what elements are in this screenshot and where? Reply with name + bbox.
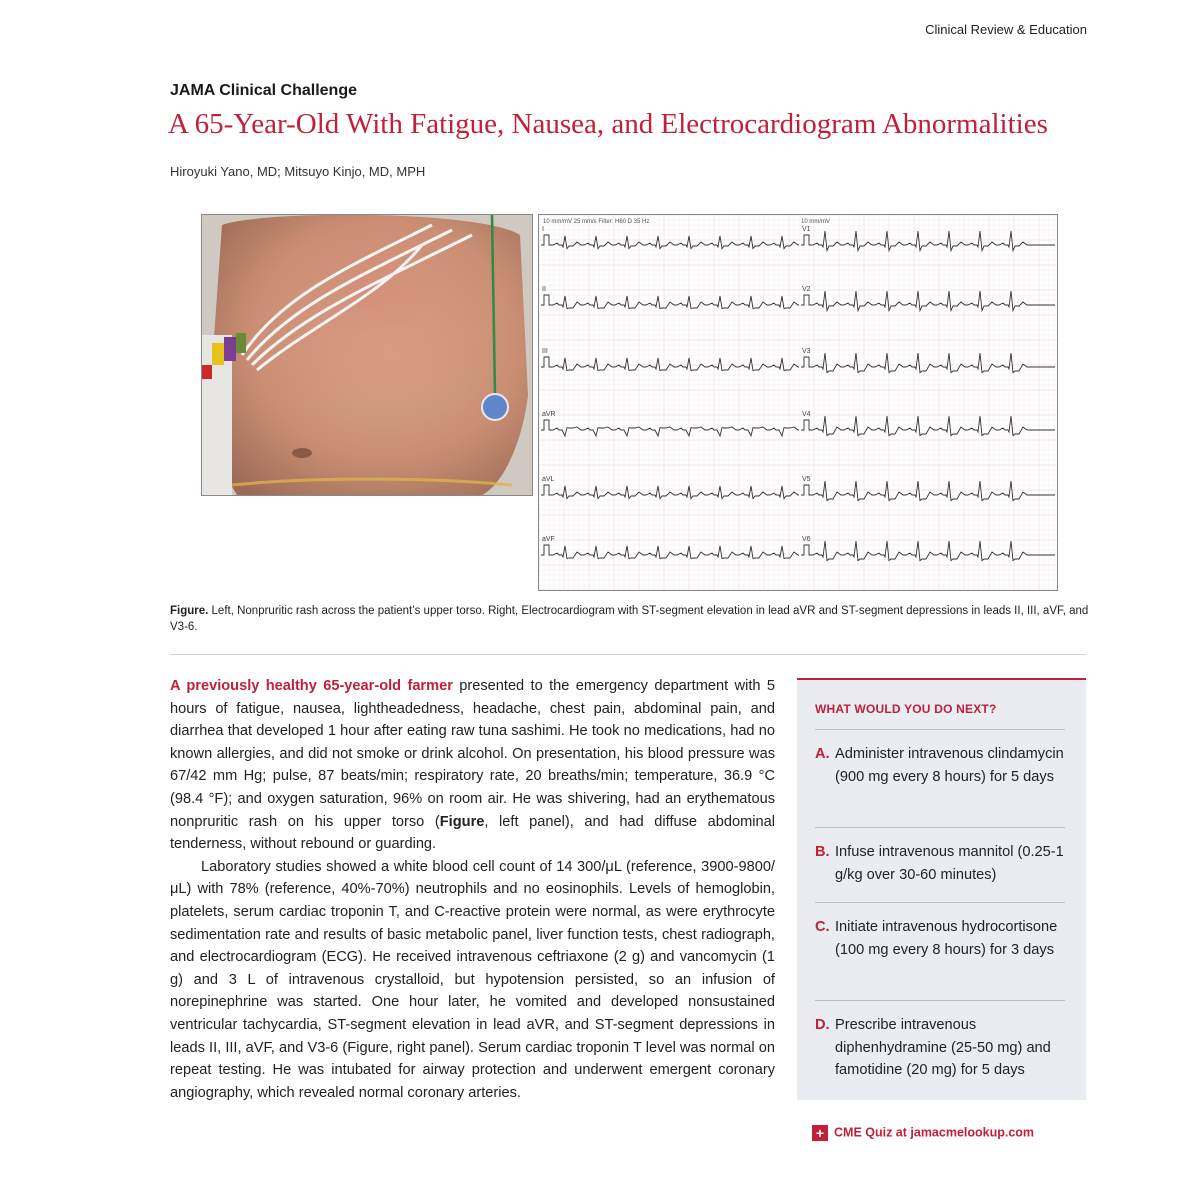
quiz-divider bbox=[815, 729, 1065, 730]
ecg-lead-label: V6 bbox=[802, 536, 811, 543]
quiz-divider bbox=[815, 902, 1065, 903]
section-divider bbox=[170, 654, 1086, 655]
ecg-lead-label: I bbox=[542, 226, 544, 233]
ecg-trace-i bbox=[541, 235, 799, 249]
option-letter: D. bbox=[815, 1017, 830, 1033]
ecg-lead-label: aVF bbox=[542, 536, 555, 543]
option-letter: B. bbox=[815, 844, 830, 860]
option-letter: A. bbox=[815, 746, 830, 762]
ecg-tracing bbox=[539, 215, 1057, 590]
cme-text: CME Quiz at jamacmelookup.com bbox=[834, 1125, 1035, 1140]
article-authors: Hiroyuki Yano, MD; Mitsuyo Kinjo, MD, MPH bbox=[170, 164, 426, 179]
ecg-lead-label: V5 bbox=[802, 476, 811, 483]
figure-caption bbox=[170, 603, 1090, 635]
case-text bbox=[170, 675, 775, 1104]
torso-photo-illustration bbox=[202, 215, 532, 495]
option-text: Infuse intravenous mannitol (0.25-1 g/kg over 30-60 minutes) bbox=[835, 844, 1064, 883]
plus-icon: + bbox=[812, 1125, 828, 1141]
ecg-trace-avr bbox=[541, 420, 799, 436]
quiz-option-a[interactable] bbox=[815, 743, 1075, 788]
option-text: Administer intravenous clindamycin (900 mg every 8 hours) for 5 days bbox=[835, 746, 1064, 785]
quiz-option-b[interactable] bbox=[815, 841, 1075, 886]
case-text-1a: presented to the emergency department with 5 hours of fatigue, nausea, lightheadedness, headache, chest pain, abdominal pain, and diarrhea that developed 1 hour after eating raw tuna sashimi. He took no medications, had no known allergies, and did not smoke or drink alcohol. On presentation, his blood pressure was 67/42 mm Hg; pulse, 87 beats/min; respiratory rate, 20 breaths/min; temperature, 36.9 °C (98.4 °F); and oxygen saturation, 96% on room air. He was shivering, had an erythematous nonpruritic rash on his upper torso ( bbox=[170, 678, 775, 830]
article-kicker: JAMA Clinical Challenge bbox=[170, 82, 357, 99]
section-label: Clinical Review & Education bbox=[925, 22, 1087, 37]
case-lead: A previously healthy 65-year-old farmer bbox=[170, 678, 453, 694]
figure-reference[interactable]: Figure bbox=[439, 813, 485, 830]
rash-photo bbox=[201, 214, 533, 496]
option-text: Prescribe intravenous diphenhydramine (25-50 mg) and famotidine (20 mg) for 5 days bbox=[835, 1017, 1051, 1079]
ecg-lead-label: V4 bbox=[802, 411, 811, 418]
caption-label: Figure. bbox=[170, 605, 209, 617]
quiz-heading: WHAT WOULD YOU DO NEXT? bbox=[815, 702, 997, 716]
quiz-sidebar bbox=[797, 678, 1086, 1100]
caption-text: Left, Nonpruritic rash across the patient’s upper torso. Right, Electrocardiogram with ST-segment elevation in lead aVR and ST-segment depressions in leads II, III, aVF, and V3-6. bbox=[170, 605, 1089, 633]
ecg-lead-label: V3 bbox=[802, 348, 811, 355]
option-letter: C. bbox=[815, 919, 830, 935]
quiz-divider bbox=[815, 1000, 1065, 1001]
case-paragraph-1 bbox=[170, 675, 775, 856]
case-text-1b: , left panel), and had diffuse abdominal tenderness, without rebound or guarding. bbox=[170, 813, 775, 853]
ecg-lead-label: aVR bbox=[542, 411, 556, 418]
ecg-lead-label: V1 bbox=[802, 226, 811, 233]
ecg-header-left: 10 mm/mV 25 mm/s Filter: H60 D 35 Hz bbox=[543, 219, 650, 225]
ecg-trace-avf bbox=[541, 545, 799, 559]
article-title: A 65-Year-Old With Fatigue, Nausea, and Electrocardiogram Abnormalities bbox=[168, 108, 1048, 140]
ecg-trace-ii bbox=[541, 295, 799, 309]
ecg-lead-label: III bbox=[542, 348, 548, 355]
ecg-lead-label: V2 bbox=[802, 286, 811, 293]
case-paragraph-2: Laboratory studies showed a white blood cell count of 14 300/μL (reference, 3900-9800/μL) with 78% (reference, 40%-70%) neutrophils and no eosinophils. Levels of hemoglobin, platelets, serum cardiac troponin T, and C-reactive protein were normal, as were erythrocyte sedimentation rate and results of basic metabolic panel, liver function tests, chest radiograph, and electrocardiogram (ECG). He received intravenous ceftriaxone (2 g) and vancomycin (1 g) and 3 L of intravenous crystalloid, but hypotension persisted, so an infusion of norepinephrine was started. One hour later, he vomited and developed nonsustained ventricular tachycardia, ST-segment elevation in lead aVR, and ST-segment depressions in leads II, III, aVF, and V3-6 (Figure, right panel). Serum cardiac troponin T level was normal on repeat testing. He was intubated for airway protection and underwent emergent coronary angiography, which revealed normal coronary arteries. bbox=[170, 858, 775, 1101]
quiz-divider bbox=[815, 827, 1065, 828]
ecg-lead-label: aVL bbox=[542, 476, 555, 483]
ecg-header-right: 10 mm/mV bbox=[801, 219, 831, 225]
quiz-option-c[interactable] bbox=[815, 916, 1075, 961]
ecg-figure bbox=[538, 214, 1058, 591]
ecg-trace-avl bbox=[541, 485, 799, 499]
ecg-lead-label: II bbox=[542, 286, 546, 293]
ecg-trace-iii bbox=[541, 357, 799, 371]
option-text: Initiate intravenous hydrocortisone (100 mg every 8 hours) for 3 days bbox=[835, 919, 1058, 958]
quiz-option-d[interactable] bbox=[815, 1014, 1075, 1082]
cme-quiz-link[interactable] bbox=[812, 1125, 1034, 1141]
